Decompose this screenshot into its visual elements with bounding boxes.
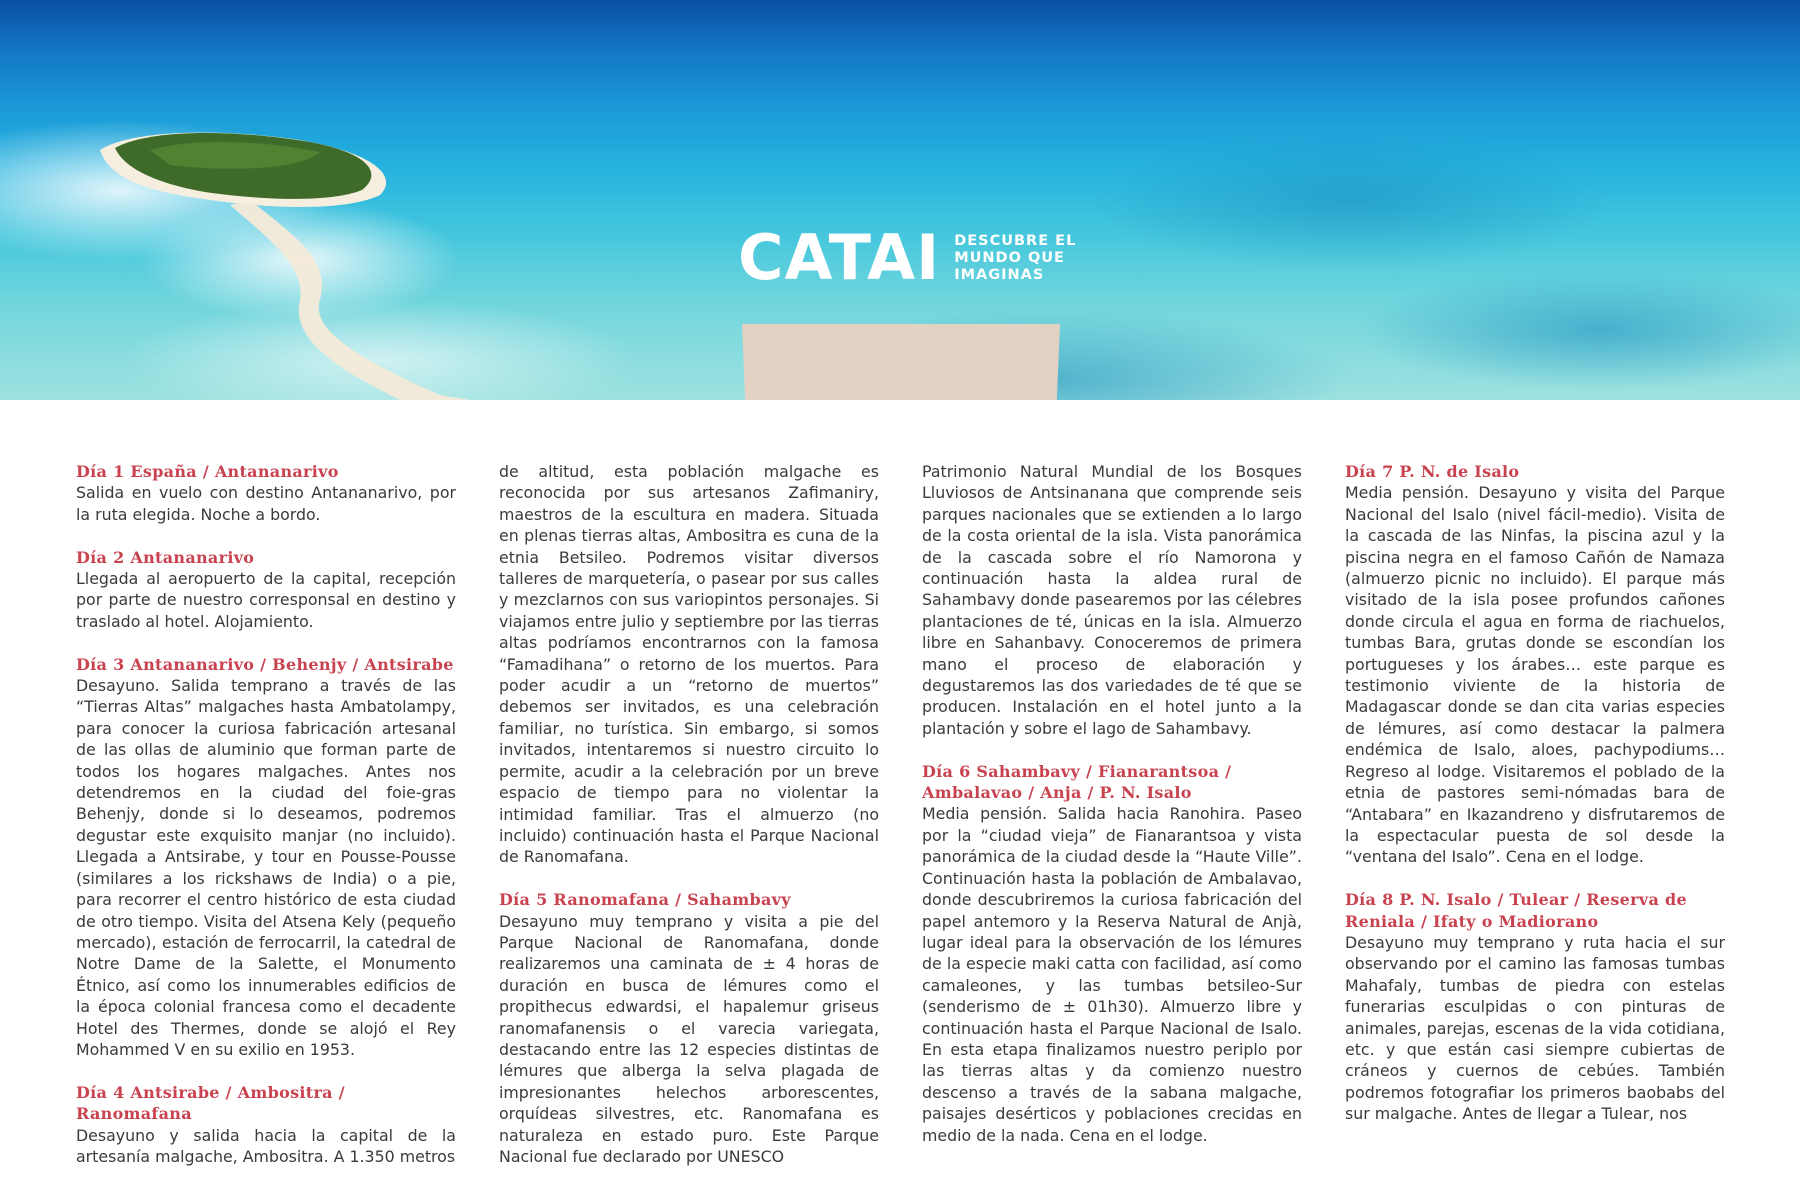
brand-name: CATAI [738, 221, 941, 294]
day-3-title: Día 3 Antananarivo / Behenjy / Antsirabe [76, 654, 454, 674]
day-4-text: Desayuno y salida hacia la capital de la artesanía malgache, Ambositra. A 1.350 metros [76, 1125, 456, 1166]
day-7-text: Media pensión. Desayuno y visita del Parque Nacional del Isalo (nivel fácil-medio). Visita de la cascada de las Ninfas, la piscina azul y la piscina negra en el famoso Cañón de Namaza (almuerzo picnic no incluido). El parque más visitado de la isla posee profundos cañones donde circula el agua en forma de riachuelos, tumbas Bara, grutas donde se escondían los portugueses y los árabes… este parque es testimonio viviente de la historia de Madagascar donde se dan cita varias especies de lémures, así como destacar la palmera endémica de Isalo, aloes, pachypodiums… Regreso al lodge. Visitaremos el poblado de la etnia de pastores semi-nómadas bara de “Antabara” en Ikazandreno y disfrutaremos de la espectacular puesta de sol desde la “ventana del Isalo”. Cena en el lodge. [1345, 483, 1725, 867]
itinerary-column-4 [1345, 461, 1725, 1125]
day-2-text: Llegada al aeropuerto de la capital, recepción por parte de nuestro corresponsal en destino y traslado al hotel. Alojamiento. [76, 569, 456, 631]
day-5-text-continued: Patrimonio Natural Mundial de los Bosques Lluviosos de Antsinanana que comprende seis parques nacionales que se extienden a lo largo de la costa oriental de la isla. Vista panorámica de la cascada sobre el río Namorona y continuación hasta la aldea rural de Sahambavy donde pasearemos por las célebres plantaciones de té, únicas en la isla. Almuerzo libre en Sahanbavy. Conoceremos de primera mano el proceso de elaboración y degustaremos las dos variedades de té que se producen. Instalación en el hotel junto a la plantación y sobre el lago de Sahambavy. [922, 462, 1302, 738]
day-6-text: Media pensión. Salida hacia Ranohira. Paseo por la “ciudad vieja” de Fianarantsoa y vista panorámica de la ciudad desde la “Haute Ville”. Continuación hasta la población de Ambalavao, donde descubriremos la curiosa fabricación del papel antemoro y la Reserva Natural de Anjà, lugar ideal para la observación de los lémures de la especie maki catta con facilidad, así como camaleones, y las tumbas betsileo-Sur (senderismo de ± 01h30). Almuerzo libre y continuación hasta el Parque Nacional de Isalo. En esta etapa finalizamos nuestro periplo por las tierras altas y da comienzo nuestro descenso a través de la sabana malgache, paisajes desérticos y poblaciones crecidas en medio de la nada. Cena en el lodge. [922, 804, 1302, 1145]
day-8-text: Desayuno muy temprano y ruta hacia el sur observando por el camino las famosas tumbas Mahafaly, tumbas de piedra con estelas funerarias esculpidas o con pinturas de animales, parejas, escenas de la vida cotidiana, etc. y que están casi siempre cubiertas de cráneos y cuernos de cebúes. También podremos fotografiar los primeros baobabs del sur malgache. Antes de llegar a Tulear, nos [1345, 932, 1725, 1124]
itinerary-column-3 [922, 461, 1302, 1146]
day-1-title: Día 1 España / Antananarivo [76, 462, 339, 481]
day-6-title: Día 6 Sahambavy / Fianarantsoa / Ambalavao / Anja / P. N. Isalo [922, 761, 1232, 803]
day-2-title: Día 2 Antananarivo [76, 547, 255, 567]
day-4-title: Día 4 Antsirabe / Ambositra / Ranomafana [76, 1082, 345, 1124]
day-8-title: Día 8 P. N. Isalo / Tulear / Reserva de Reniala / Ifaty o Madiorano [1345, 890, 1687, 931]
itinerary-column-2 [499, 461, 879, 1167]
hero-banner [0, 0, 1800, 400]
itinerary-column-1 [76, 461, 456, 1167]
day-1-text: Salida en vuelo con destino Antananarivo, por la ruta elegida. Noche a bordo. [76, 483, 456, 524]
day-5-title: Día 5 Ranomafana / Sahambavy [499, 890, 791, 910]
day-5-text: Desayuno muy temprano y visita a pie del Parque Nacional de Ranomafana, donde realizaremos una caminata de ± 4 horas de duración en busca de lémures como el propithecus edwardsi, el hapalemur griseus ranomafanensis o el varecia variegata, destacando entre las 12 especies distintas de lémures que alberga la selva plagada de impresionantes helechos arborescentes, orquídeas silvestres, etc. Ranomafana es naturaleza en estado puro. Este Parque Nacional fue declarado por UNESCO [499, 911, 879, 1166]
day-3-text: Desayuno. Salida temprano a través de las “Tierras Altas” malgaches hasta Ambatolampy, para conocer la curiosa fabricación artesanal de las ollas de aluminio que forman parte de todos los hogares malgaches. Antes nos detendremos en la ciudad del foie-gras Behenjy, donde si lo deseamos, podremos degustar este exquisito manjar (no incluido). Llegada a Antsirabe, y tour en Pousse-Pousse (similares a los rickshaws de India) o a pie, para recorrer el centro histórico de esta ciudad de otro tiempo. Visita del Atsena Kely (pequeño mercado), estación de ferrocarril, la catedral de Notre Dame de la Salette, el Monumento Étnico, así como los innumerables edificios de la época colonial francesa como el decadente Hotel des Thermes, donde se alojó el Rey Mohammed V en su exilio en 1953. [76, 676, 456, 1059]
catai-logo [738, 221, 1077, 294]
day-4-text-continued: de altitud, esta población malgache es reconocida por sus artesanos Zafimaniry, maestros de la escultura en madera. Situada en plenas tierras altas, Ambositra es cuna de la etnia Betsileo. Podremos visitar diversos talleres de marquetería, o pasear por sus calles y mezclarnos con sus variopintos personajes. Si viajamos entre julio y septiembre por las tierras altas podríamos encontrarnos con la famosa “Famadihana” o retorno de los muertos. Para poder acudir a un “retorno de muertos” debemos ser invitados, es una celebración familiar, no turística. Sin embargo, si somos invitados, intentaremos si nuestro circuito lo permite, acudir a la celebración por un breve espacio de tiempo para no violentar la intimidad familiar. Tras el almuerzo (no incluido) continuación hasta el Parque Nacional de Ranomafana. [499, 462, 879, 867]
brand-tagline: DESCUBRE EL MUNDO QUE IMAGINAS [954, 232, 1077, 283]
day-7-title: Día 7 P. N. de Isalo [1345, 462, 1520, 481]
header-tab [742, 324, 1060, 400]
